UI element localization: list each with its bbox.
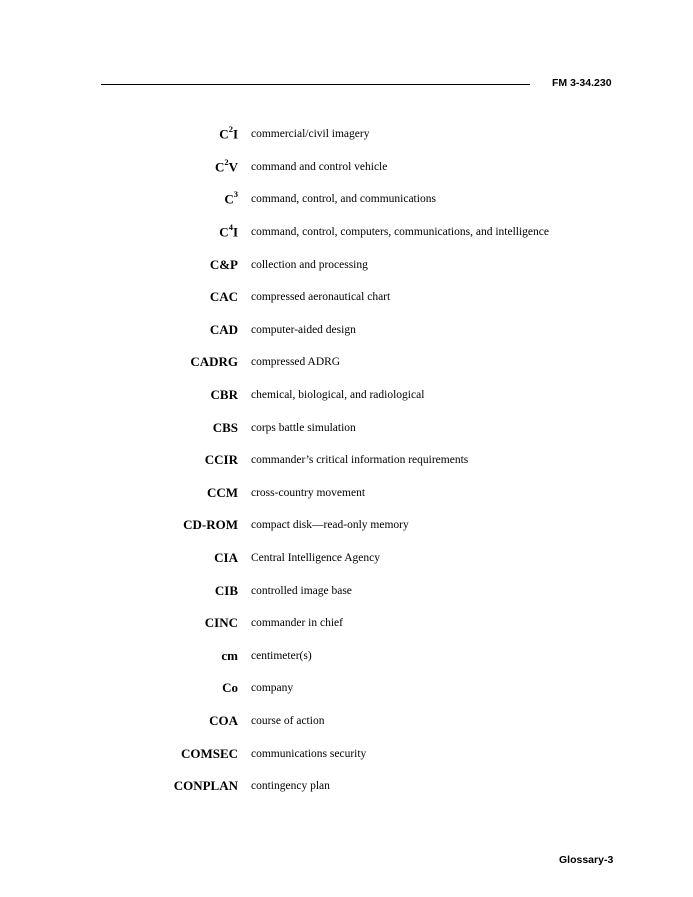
glossary-definition: Central Intelligence Agency — [251, 551, 381, 564]
glossary-definition: command and control vehicle — [251, 160, 388, 173]
glossary-definition: contingency plan — [251, 779, 330, 792]
glossary-definition: company — [251, 681, 294, 694]
glossary-definition: command, control, computers, communications, and intelligence — [251, 225, 549, 238]
glossary-entry — [0, 613, 693, 633]
glossary-term: COA — [209, 713, 238, 728]
glossary-term: cm — [221, 648, 238, 663]
glossary-term: CAD — [209, 322, 238, 337]
glossary-term: CCIR — [204, 452, 238, 467]
glossary-entry — [0, 483, 693, 503]
glossary-entry — [0, 450, 693, 470]
glossary-term: C&P — [209, 257, 238, 272]
glossary-definition: compressed ADRG — [251, 355, 341, 368]
glossary-definition: commander’s critical information requirements — [251, 453, 469, 466]
glossary-entry — [0, 711, 693, 731]
glossary-term: CADRG — [190, 354, 238, 369]
glossary-entry — [0, 287, 693, 307]
glossary-entry — [0, 646, 693, 666]
document-id: FM 3-34.230 — [552, 77, 612, 89]
glossary-definition: collection and processing — [251, 258, 368, 271]
glossary-entry — [0, 744, 693, 764]
glossary-definition: commander in chief — [251, 616, 343, 629]
glossary-entry — [0, 385, 693, 405]
glossary-term: Co — [222, 680, 238, 695]
glossary-term: $C^3$ — [224, 188, 238, 206]
glossary-term: CAC — [209, 289, 238, 304]
glossary-definition: commercial/civil imagery — [251, 127, 370, 140]
glossary-entry — [0, 418, 693, 438]
glossary-definition: corps battle simulation — [251, 421, 356, 434]
glossary-term: $C^4I$ — [219, 221, 238, 239]
glossary-entry — [0, 581, 693, 601]
glossary-term: CIB — [214, 583, 238, 598]
glossary-entry — [0, 255, 693, 275]
glossary-term: CCM — [206, 485, 238, 500]
glossary-term: COMSEC — [180, 746, 238, 761]
glossary-definition: command, control, and communications — [251, 192, 436, 205]
glossary-definition: centimeter(s) — [251, 649, 312, 662]
glossary-entry — [0, 157, 693, 177]
glossary-entry — [0, 189, 693, 209]
glossary-entry — [0, 515, 693, 535]
glossary-definition: compressed aeronautical chart — [251, 290, 391, 303]
glossary-term: CIA — [214, 550, 238, 565]
glossary-term: $C^2V$ — [214, 156, 238, 174]
glossary-entry — [0, 222, 693, 242]
glossary-definition: communications security — [251, 747, 367, 760]
glossary-term: CBR — [210, 387, 238, 402]
glossary-entry — [0, 678, 693, 698]
glossary-term: CBS — [212, 420, 238, 435]
page-number: Glossary-3 — [559, 854, 614, 866]
glossary-term: CONPLAN — [173, 778, 238, 793]
glossary-definition: computer-aided design — [251, 323, 356, 336]
glossary-definition: compact disk—read-only memory — [251, 518, 409, 531]
glossary-term: CINC — [204, 615, 238, 630]
glossary-term: CD-ROM — [183, 517, 238, 532]
glossary-term: $C^2I$ — [219, 123, 238, 141]
glossary-definition: chemical, biological, and radiological — [251, 388, 425, 401]
glossary-definition: cross-country movement — [251, 486, 366, 499]
glossary-definition: controlled image base — [251, 584, 352, 597]
glossary-entry — [0, 776, 693, 796]
glossary-entry — [0, 320, 693, 340]
glossary-definition: course of action — [251, 714, 325, 727]
glossary-entry — [0, 352, 693, 372]
glossary-entry — [0, 124, 693, 144]
glossary-entry — [0, 548, 693, 568]
